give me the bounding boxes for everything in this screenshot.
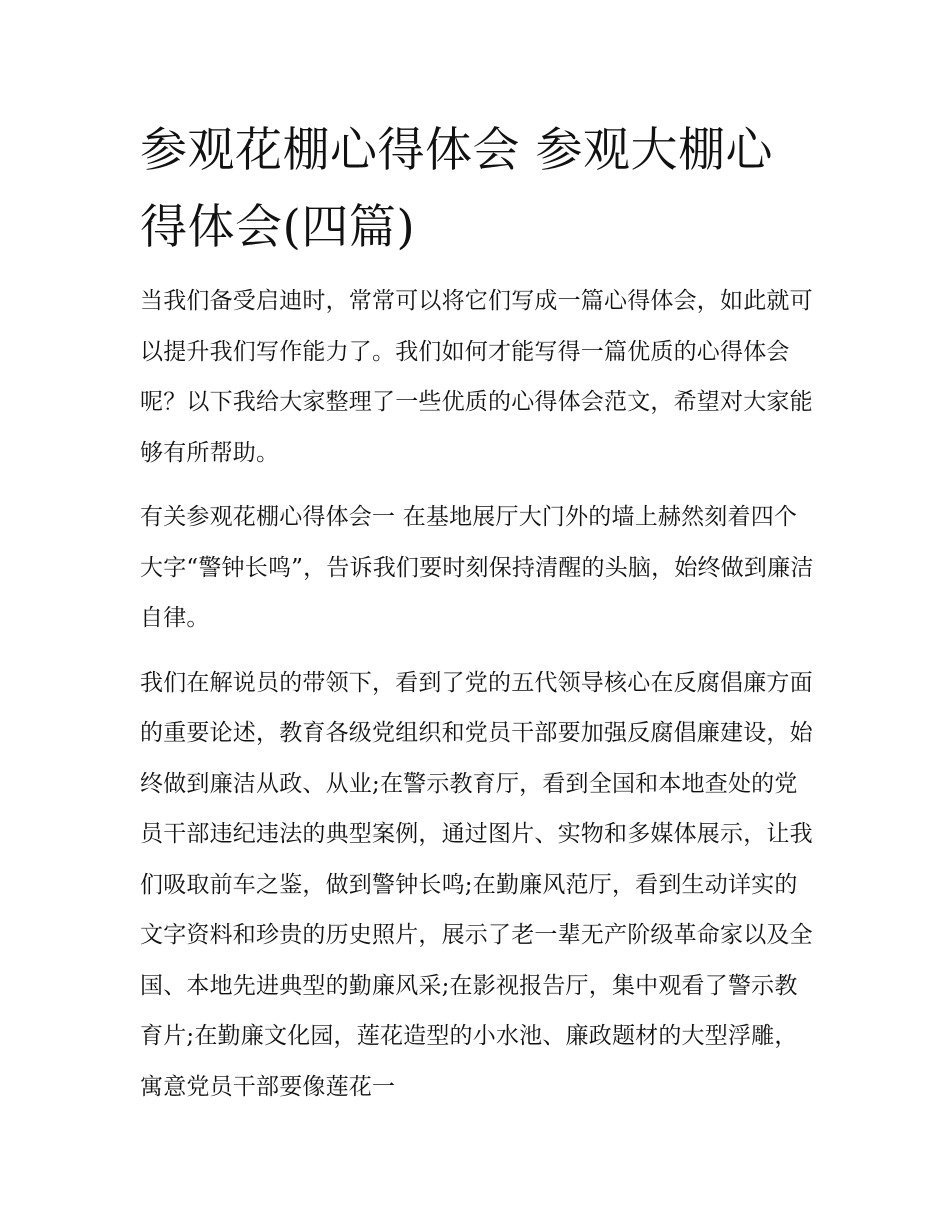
paragraph-two: 我们在解说员的带领下，看到了党的五代领导核心在反腐倡廉方面的重要论述，教育各级党组织和党员干部要加强反腐倡廉建设，始终做到廉洁从政、从业;在警示教育厅，看到全国和本地查处的党员干部违纪违法的典型案例，通过图片、实物和多媒体展示，让我们吸取前车之鉴，做到警钟长鸣;在勤廉风范厅，看到生动详实的文字资料和珍贵的历史照片，展示了老一辈无产阶级革命家以及全国、本地先进典型的勤廉风采;在影视报告厅，集中观看了警示教育片;在勤廉文化园，莲花造型的小水池、廉政题材的大型浮雕，寓意党员干部要像莲花一 bbox=[140, 669, 813, 1100]
paragraph-one: 有关参观花棚心得体会一 在基地展厅大门外的墙上赫然刻着四个大字“警钟长鸣”，告诉我们要时刻保持清醒的头脑，始终做到廉洁自律。 bbox=[140, 504, 814, 631]
paragraph-intro: 当我们备受启迪时，常常可以将它们写成一篇心得体会，如此就可以提升我们写作能力了。我们如何才能写得一篇优质的心得体会呢？以下我给大家整理了一些优质的心得体会范文，希望对大家能够有所帮助。 bbox=[140, 288, 813, 466]
document-body bbox=[140, 112, 815, 1112]
document-title: 参观花棚心得体会 参观大棚心得体会(四篇) bbox=[140, 123, 773, 255]
